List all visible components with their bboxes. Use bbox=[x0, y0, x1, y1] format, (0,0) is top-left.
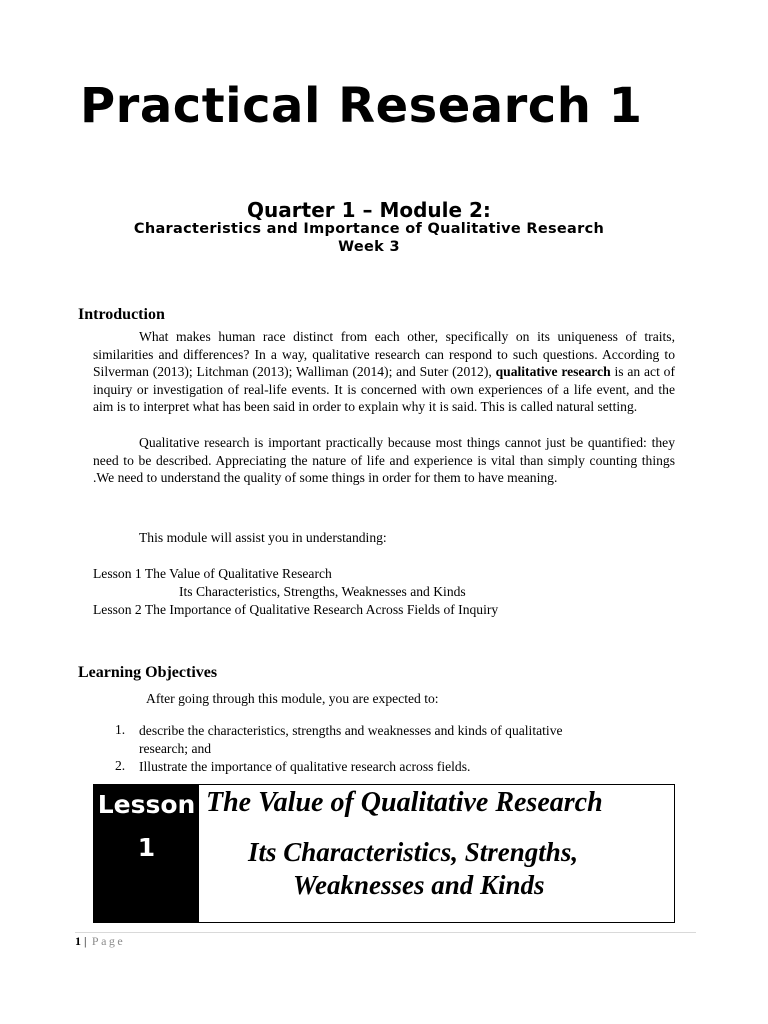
footer-separator: | bbox=[84, 934, 87, 948]
module-assist-text: This module will assist you in understanding: bbox=[139, 530, 387, 545]
objective-text: describe the characteristics, strengths and weaknesses and kinds of qualitative research; and bbox=[139, 723, 563, 756]
page-footer bbox=[75, 934, 125, 949]
week-label: Week 3 bbox=[338, 239, 400, 255]
lesson-subtitle-line-2: Weaknesses and Kinds bbox=[293, 870, 545, 900]
lesson-list-item: Its Characteristics, Strengths, Weaknesses and Kinds bbox=[179, 584, 466, 599]
objective-number: 2. bbox=[115, 758, 126, 773]
objective-number: 1. bbox=[115, 722, 126, 737]
introduction-paragraph-1: What makes human race distinct from each other, specifically on its uniqueness of traits, similarities and differences? In a way, qualitative research can respond to such questions. According to Silverman (2013); Litchman (2013); Walliman (2014); and Suter (2012), qualitative research is an act of inquiry or investigation of real-life events. It is concerned with own experiences of a life event, and the aim is to interpret what has been said in order to explain why it is said. This is called natural setting. bbox=[93, 329, 675, 415]
quarter-module-heading: Quarter 1 – Module 2: bbox=[247, 198, 491, 222]
lesson-list-item: Lesson 1 The Value of Qualitative Research bbox=[93, 566, 332, 581]
lesson-title: The Value of Qualitative Research bbox=[206, 787, 603, 818]
module-subtitle: Characteristics and Importance of Qualitative Research bbox=[133, 221, 605, 237]
qualitative-research-term: qualitative research bbox=[495, 364, 611, 380]
introduction-paragraph-2: Qualitative research is important practically because most things cannot just be quantified: they need to be described. Appreciating the nature of life and experience is vital than simply counting things .We need to understand the quality of some things in order for them to have meaning. bbox=[93, 435, 675, 486]
lesson-badge bbox=[94, 785, 199, 922]
introduction-heading: Introduction bbox=[78, 306, 165, 323]
learning-objectives-heading: Learning Objectives bbox=[78, 664, 218, 681]
page-number: 1 bbox=[75, 934, 81, 948]
objective-text: Illustrate the importance of qualitative research across fields. bbox=[139, 759, 471, 774]
document-title: Practical Research 1 bbox=[80, 78, 643, 134]
page-label: Page bbox=[86, 934, 126, 948]
lesson-banner bbox=[93, 784, 675, 923]
objectives-lead: After going through this module, you are expected to: bbox=[146, 691, 439, 706]
lesson-list-item: Lesson 2 The Importance of Qualitative Research Across Fields of Inquiry bbox=[93, 602, 499, 617]
lesson-badge-number: 1 bbox=[137, 833, 156, 862]
lesson-badge-word: Lesson bbox=[97, 790, 196, 819]
lesson-subtitle-line-1: Its Characteristics, Strengths, bbox=[248, 837, 579, 867]
footer-divider bbox=[75, 932, 696, 933]
